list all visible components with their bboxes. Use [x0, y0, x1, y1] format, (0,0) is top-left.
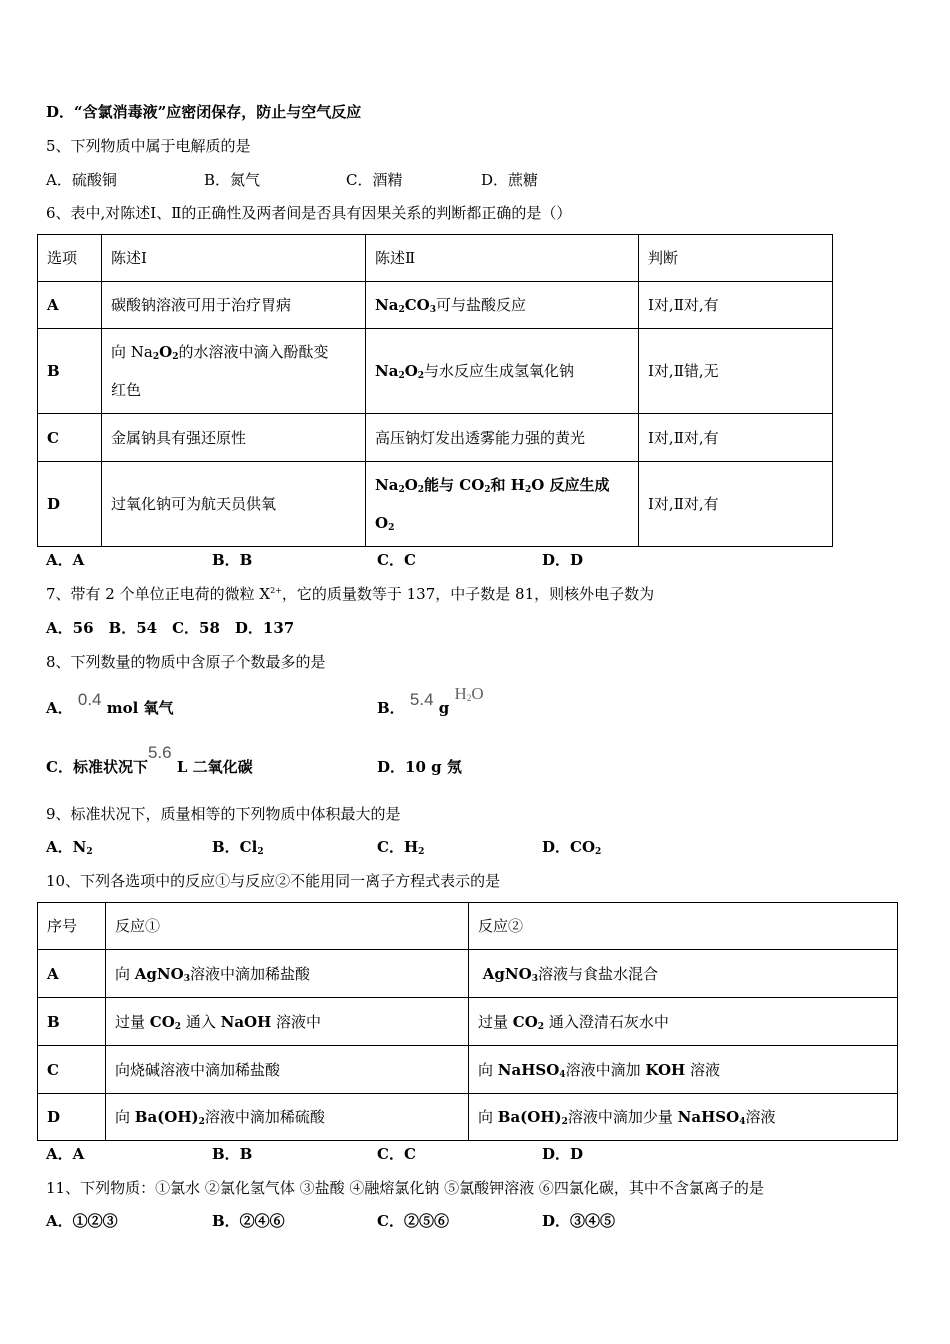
- q6-option-a: A．A: [46, 551, 85, 569]
- q6-row-c-statement1: 金属钠具有强还原性: [102, 414, 366, 462]
- q6-row-d-statement2: $Na_2O_2$能与 $CO_2$和 $H_2O$ 反应生成 $O_2$: [366, 462, 639, 547]
- q5-option-b: B．氮气: [204, 171, 261, 189]
- q6-row-b-statement2: $Na_2O_2$与水反应生成氢氧化钠: [366, 329, 639, 414]
- q9-option-c: C．$H_2$: [377, 838, 425, 857]
- q10-row-b-reaction2: 过量 $CO_2$ 通入澄清石灰水中: [469, 998, 898, 1046]
- q9-option-a: A．$N_2$: [46, 838, 93, 857]
- q10-row-c-reaction2: 向 NaHSO$_4$溶液中滴加 KOH 溶液: [469, 1046, 898, 1094]
- q6-row-d-judgement: Ⅰ对,Ⅱ对,有: [639, 462, 833, 547]
- q10-row-c-reaction1: 向烧碱溶液中滴加稀盐酸: [106, 1046, 469, 1094]
- q5-option-a: A．硫酸铜: [46, 171, 117, 189]
- q6-row-c: [38, 414, 833, 462]
- q6-option-b: B．B: [212, 551, 253, 569]
- q7-options: A．56 B．54 C．58 D．137: [46, 619, 295, 637]
- q8-stem: 8、下列数量的物质中含原子个数最多的是: [46, 653, 326, 671]
- q8-option-d: D．10 g 氖: [377, 758, 462, 776]
- q10-row-c-key: C: [38, 1046, 106, 1094]
- q10-option-c: C．C: [377, 1145, 416, 1163]
- q10-row-a: [38, 950, 898, 998]
- q5-option-c: C．酒精: [346, 171, 403, 189]
- q6-row-b-statement1: 向 $Na_2O_2$的水溶液中滴入酚酞变 红色: [102, 329, 366, 414]
- q9-option-d: D．$CO_2$: [542, 838, 602, 857]
- q6-row-b: [38, 329, 833, 414]
- q10-row-b-reaction1: 过量 $CO_2$ 通入 NaOH 溶液中: [106, 998, 469, 1046]
- q10-table: [37, 902, 898, 1141]
- q4-option-d: D．“含氯消毒液”应密闭保存，防止与空气反应: [46, 103, 362, 121]
- q8-a-number: 0.4: [77, 690, 102, 709]
- q10-row-b: [38, 998, 898, 1046]
- q6-header-statement2: 陈述Ⅱ: [366, 235, 639, 282]
- q6-row-a-statement1: 碳酸钠溶液可用于治疗胃病: [102, 282, 366, 329]
- q10-header-number: 序号: [38, 903, 106, 950]
- q6-row-a-key: A: [38, 282, 102, 329]
- q10-row-d: [38, 1094, 898, 1141]
- q6-row-b-key: B: [38, 329, 102, 414]
- q11-option-d: D．③④⑤: [542, 1212, 616, 1230]
- q6-row-d-key: D: [38, 462, 102, 547]
- q10-header-row: [38, 903, 898, 950]
- q10-row-c: [38, 1046, 898, 1094]
- q10-stem: 10、下列各选项中的反应①与反应②不能用同一离子方程式表示的是: [46, 872, 501, 890]
- q8-option-c: C．标准状况下5.6 L 二氧化碳: [46, 743, 253, 776]
- q8-b-formula: $H_2O$: [454, 684, 484, 703]
- q5-stem: 5、下列物质中属于电解质的是: [46, 137, 251, 155]
- q10-option-d: D．D: [542, 1145, 584, 1163]
- q10-row-a-reaction1: 向 AgNO$_3$溶液中滴加稀盐酸: [106, 950, 469, 998]
- q10-row-b-key: B: [38, 998, 106, 1046]
- q10-row-a-reaction2: AgNO$_3$溶液与食盐水混合: [469, 950, 898, 998]
- q6-stem: 6、表中,对陈述Ⅰ、Ⅱ的正确性及两者间是否具有因果关系的判断都正确的是（）: [46, 204, 572, 222]
- q6-option-d: D．D: [542, 551, 584, 569]
- q9-stem: 9、标准状况下，质量相等的下列物质中体积最大的是: [46, 805, 401, 823]
- q8-c-number: 5.6: [147, 743, 172, 762]
- q10-option-b: B．B: [212, 1145, 253, 1163]
- q6-row-a-statement2: $Na_2CO_3$可与盐酸反应: [366, 282, 639, 329]
- q6-row-c-statement2: 高压钠灯发出透雾能力强的黄光: [366, 414, 639, 462]
- q10-row-d-key: D: [38, 1094, 106, 1141]
- q8-option-a: A． 0.4 mol 氧气: [46, 690, 174, 717]
- q6-table: [37, 234, 833, 547]
- q6-row-a: [38, 282, 833, 329]
- q6-row-a-judgement: Ⅰ对,Ⅱ对,有: [639, 282, 833, 329]
- q10-row-d-reaction1: 向 $Ba(OH)_2$溶液中滴加稀硫酸: [106, 1094, 469, 1141]
- q11-stem: 11、下列物质：①氯水 ②氯化氢气体 ③盐酸 ④融熔氯化钠 ⑤氯酸钾溶液 ⑥四氯化碳，其中不含氯离子的是: [46, 1179, 764, 1197]
- q11-option-a: A．①②③: [46, 1212, 118, 1230]
- q6-header-statement1: 陈述Ⅰ: [102, 235, 366, 282]
- q11-option-b: B．②④⑥: [212, 1212, 285, 1230]
- q8-option-b: B． 5.4 g $H_2O$: [377, 684, 484, 717]
- q10-option-a: A．A: [46, 1145, 85, 1163]
- q6-row-d-statement1: 过氧化钠可为航天员供氧: [102, 462, 366, 547]
- q10-header-reaction1: 反应①: [106, 903, 469, 950]
- q5-option-d: D．蔗糖: [481, 171, 539, 189]
- q11-option-c: C．②⑤⑥: [377, 1212, 449, 1230]
- q6-header-judgement: 判断: [639, 235, 833, 282]
- q6-row-d: [38, 462, 833, 547]
- q8-b-number: 5.4: [409, 690, 434, 709]
- q10-header-reaction2: 反应②: [469, 903, 898, 950]
- q6-row-c-key: C: [38, 414, 102, 462]
- q6-row-b-judgement: Ⅰ对,Ⅱ错,无: [639, 329, 833, 414]
- q6-header-row: [38, 235, 833, 282]
- q6-row-c-judgement: Ⅰ对,Ⅱ对,有: [639, 414, 833, 462]
- q6-header-option: 选项: [38, 235, 102, 282]
- q10-row-a-key: A: [38, 950, 106, 998]
- q9-option-b: B．$Cl_2$: [212, 838, 264, 857]
- q10-row-d-reaction2: 向 $Ba(OH)_2$溶液中滴加少量 NaHSO$_4$溶液: [469, 1094, 898, 1141]
- q6-option-c: C．C: [377, 551, 416, 569]
- q7-stem: 7、带有 2 个单位正电荷的微粒 $X^{2+}$，它的质量数等于 137，中子数是 81，则核外电子数为: [46, 585, 655, 603]
